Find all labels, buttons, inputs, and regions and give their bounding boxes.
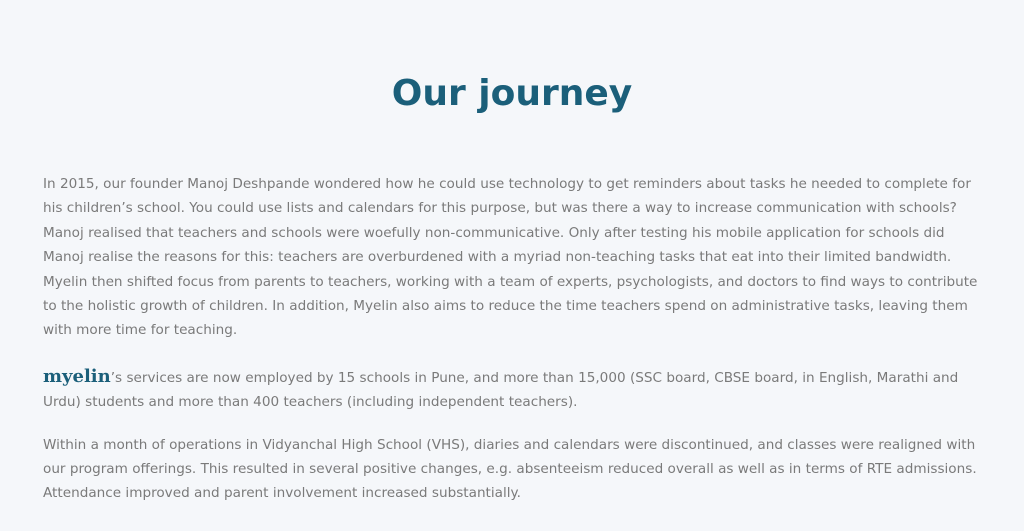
journey-paragraph-reach — [43, 365, 983, 415]
journey-paragraph-vhs: Within a month of operations in Vidyanchal High School (VHS), diaries and calendars were discontinued, and classes were realigned with our program offerings. This resulted in several positive changes, e.g. absenteeism reduced overall as well as in terms of RTE admissions. Attendance improved and parent involvement increased substantially. — [43, 436, 977, 502]
journey-paragraph-founding: In 2015, our founder Manoj Deshpande wondered how he could use technology to get reminders about tasks he needed to complete for his children’s school. You could use lists and calendars for this purpose, but was there a way to increase communication with schools? Manoj realised that teachers and schools were woefully non-communicative. Only after testing his mobile application for schools did Manoj realise the reasons for this: teachers are overburdened with a myriad non-teaching tasks that eat into their limited bandwidth. Myelin then shifted focus from parents to teachers, working with a team of experts, psychologists, and doctors to find ways to contribute to the holistic growth of children. In addition, Myelin also aims to reduce the time teachers spend on administrative tasks, leaving them with more time for teaching. — [43, 176, 978, 339]
brand-wordmark: myelin — [43, 365, 111, 387]
page-title: Our journey — [391, 73, 633, 114]
journey-paragraph-reach-text: ’s services are now employed by 15 schools in Pune, and more than 15,000 (SSC board, CBSE board, in English, Marathi and Urdu) students and more than 400 teachers (including independent teachers). — [43, 369, 959, 411]
journey-content — [43, 172, 983, 506]
